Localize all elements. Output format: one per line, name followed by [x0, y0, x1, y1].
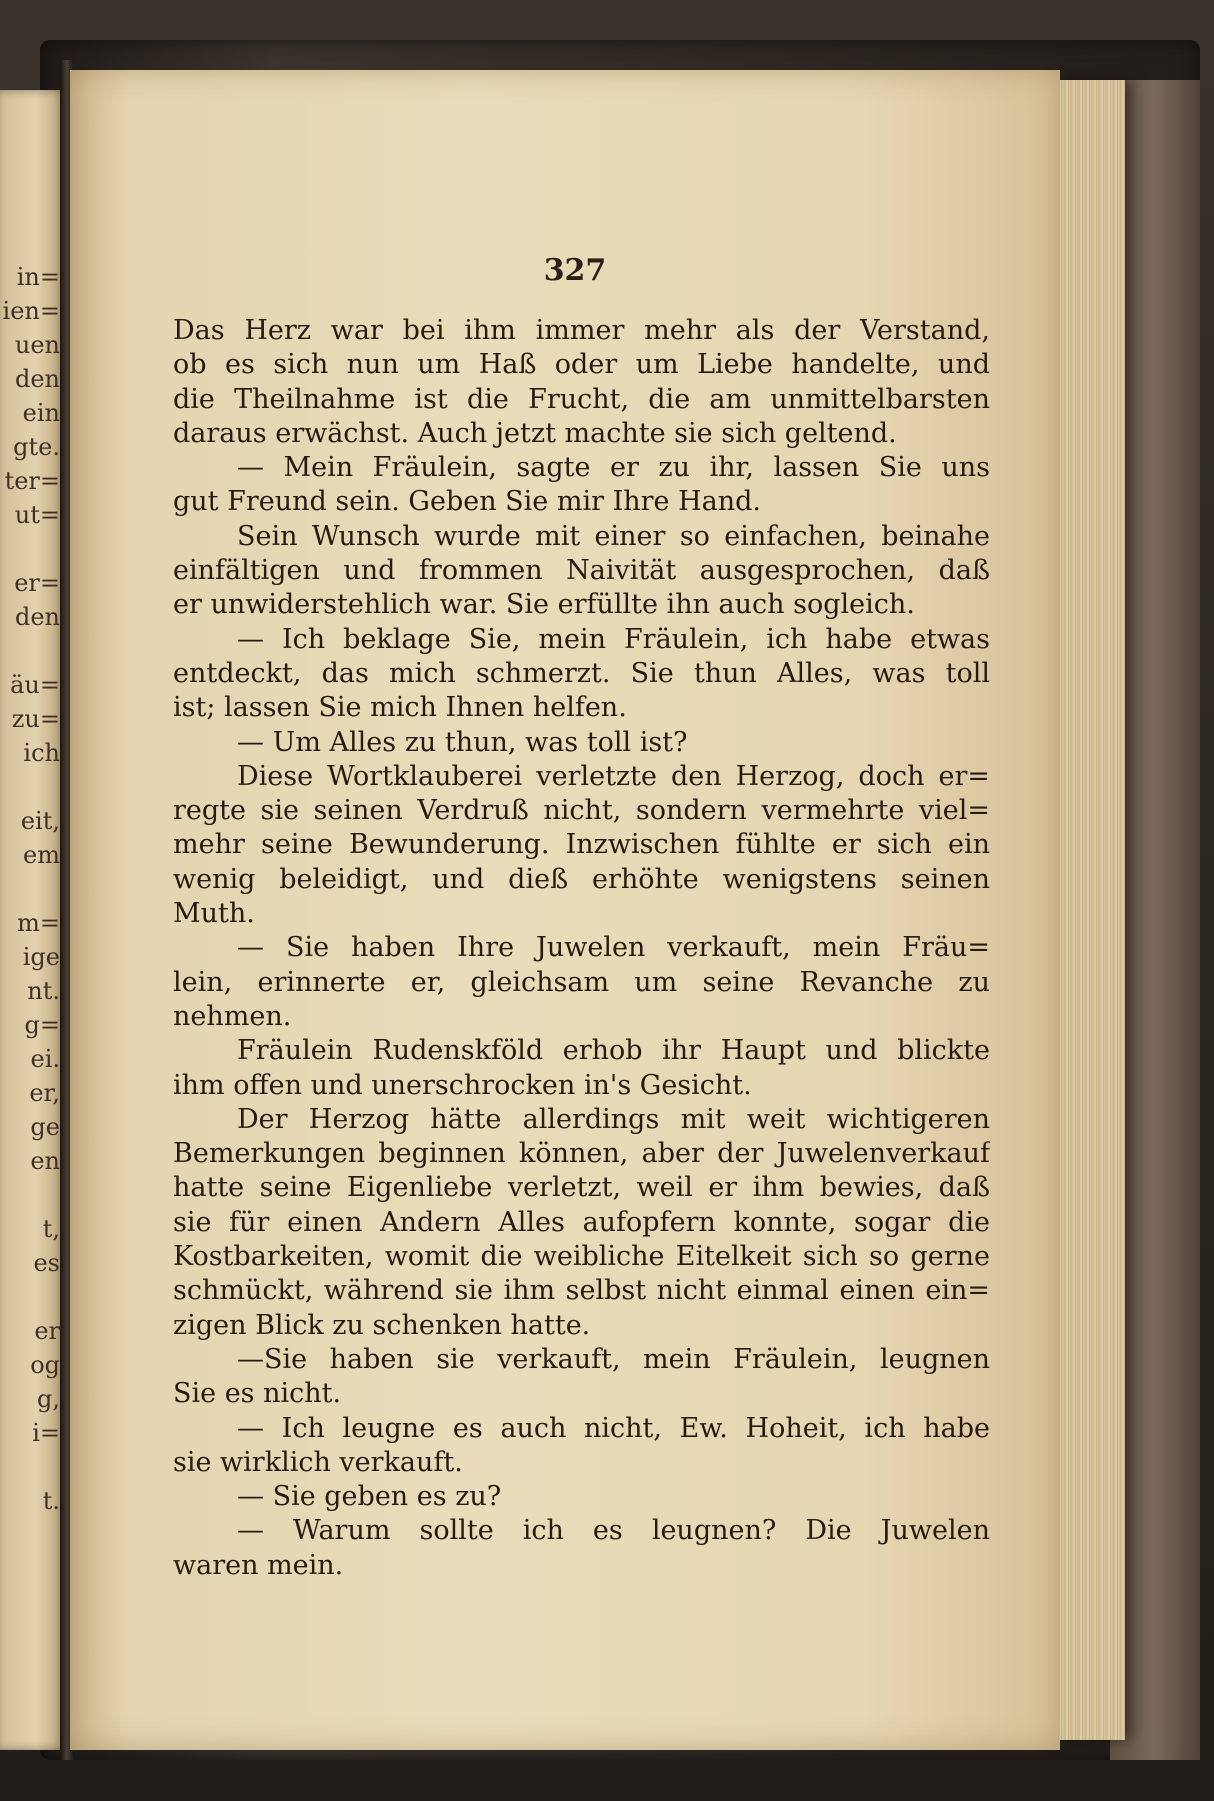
text-line: Fräulein Rudenskföld erhob ihr Haupt und blickte — [237, 1035, 990, 1067]
left-page-fragment: er= — [14, 569, 60, 597]
text-line: Diese Wortklauberei verletzte den Herzog, doch er= — [237, 760, 990, 792]
text-line: — Mein Fräulein, sagte er zu ihr, lassen Sie uns — [237, 452, 990, 484]
left-page-fragment: eit, — [20, 807, 60, 835]
left-page-fragment: uen — [14, 331, 60, 359]
text-line: — Ich beklage Sie, mein Fräulein, ich habe etwas — [237, 623, 990, 655]
text-line: —Sie haben sie verkauft, mein Fräulein, leugnen — [237, 1343, 990, 1375]
left-page-fragment: er — [34, 1317, 60, 1345]
text-line: nehmen. — [173, 1000, 292, 1032]
left-page-fragment: nt. — [27, 977, 60, 1005]
page-edges — [1055, 80, 1125, 1740]
text-line: lein, erinnerte er, gleichsam um seine Revanche zu — [173, 966, 990, 998]
text-line: Sein Wunsch wurde mit einer so einfachen, beinahe — [237, 520, 990, 552]
body-text — [173, 314, 990, 1583]
left-page-fragment: den — [14, 365, 60, 393]
left-page-fragment: ut= — [14, 501, 60, 529]
left-page-fragment: zu= — [11, 705, 60, 733]
text-line: wenig beleidigt, und dieß erhöhte wenigstens seinen — [173, 863, 990, 895]
left-page-fragment: ei. — [30, 1045, 60, 1073]
left-page-fragment — [0, 532, 60, 566]
text-line: er unwiderstehlich war. Sie erfüllte ihn auch sogleich. — [173, 589, 915, 621]
left-page-fragment: ter= — [4, 467, 60, 495]
text-line: Der Herzog hätte allerdings mit weit wichtigeren — [237, 1103, 990, 1135]
text-line: Muth. — [173, 898, 255, 930]
left-page-fragment: g= — [24, 1011, 60, 1039]
left-page-fragment: ein — [22, 399, 60, 427]
right-page — [70, 70, 1060, 1750]
left-page-fragment — [0, 1450, 60, 1484]
text-line: zigen Blick zu schenken hatte. — [173, 1309, 591, 1341]
text-line: sie für einen Andern Alles aufopfern konnte, sogar die — [173, 1206, 990, 1238]
left-page-fragment: ich — [23, 739, 60, 767]
text-line: ihm offen und unerschrocken in's Gesicht. — [173, 1069, 752, 1101]
left-page-fragment: en — [30, 1147, 60, 1175]
left-page-fragment: es — [33, 1249, 60, 1277]
text-line: ob es sich nun um Haß oder um Liebe handelte, und — [173, 349, 990, 381]
text-line: ist; lassen Sie mich Ihnen helfen. — [173, 692, 627, 724]
text-line: daraus erwächst. Auch jetzt machte sie sich geltend. — [173, 417, 897, 449]
left-page-fragment: in= — [16, 263, 60, 291]
left-page-fragment: t. — [42, 1487, 60, 1515]
left-page-fragment — [0, 872, 60, 906]
text-line: Sie es nicht. — [173, 1378, 342, 1410]
left-page-fragment: er, — [29, 1079, 60, 1107]
text-line: — Warum sollte ich es leugnen? Die Juwelen — [237, 1515, 990, 1547]
text-line: gut Freund sein. Geben Sie mir Ihre Hand. — [173, 486, 762, 518]
page-number: 327 — [543, 253, 607, 288]
text-line: sie wirklich verkauft. — [173, 1446, 463, 1478]
left-page-text-fragments — [0, 260, 60, 1518]
left-page-fragment: m= — [17, 909, 60, 937]
left-page-fragment: em — [23, 841, 60, 869]
left-page-fragment — [0, 1280, 60, 1314]
text-line: — Ich leugne es auch nicht, Ew. Hoheit, ich habe — [237, 1412, 990, 1444]
left-page-fragment: ge — [30, 1113, 60, 1141]
text-line: entdeckt, das mich schmerzt. Sie thun Alles, was toll — [173, 657, 990, 689]
text-line: — Sie haben Ihre Juwelen verkauft, mein Fräu= — [237, 932, 990, 964]
text-line: waren mein. — [173, 1549, 344, 1581]
text-line: regte sie seinen Verdruß nicht, sondern vermehrte viel= — [173, 795, 990, 827]
text-line: — Um Alles zu thun, was toll ist? — [237, 726, 688, 758]
left-page-fragment: den — [14, 603, 60, 631]
text-line: Das Herz war bei ihm immer mehr als der Verstand, — [173, 315, 990, 346]
text-line: einfältigen und frommen Naivität ausgesprochen, daß — [173, 555, 990, 587]
text-line: hatte seine Eigenliebe verletzt, weil er ihm bewies, daß — [173, 1172, 990, 1204]
text-line: schmückt, während sie ihm selbst nicht einmal einen ein= — [173, 1275, 990, 1307]
left-page-fragment — [0, 1178, 60, 1212]
left-page-fragment — [0, 770, 60, 804]
left-page-fragment: t, — [42, 1215, 60, 1243]
left-page-fragment: og — [30, 1351, 60, 1379]
text-line: Bemerkungen beginnen können, aber der Juwelenverkauf — [173, 1138, 990, 1170]
text-line: — Sie geben es zu? — [237, 1481, 502, 1513]
left-page-fragment: ien= — [2, 297, 60, 325]
text-line: mehr seine Bewunderung. Inzwischen fühlte er sich ein — [173, 829, 990, 861]
left-page-fragment — [0, 634, 60, 668]
left-page-fragment: i= — [32, 1419, 60, 1447]
left-page-fragment: gte. — [13, 433, 60, 461]
text-line: die Theilnahme ist die Frucht, die am unmittelbarsten — [173, 383, 990, 415]
left-page-fragment: ige — [22, 943, 60, 971]
left-page — [0, 90, 66, 1750]
left-page-fragment: äu= — [10, 671, 60, 699]
left-page-fragment: g, — [37, 1385, 60, 1413]
text-line: Kostbarkeiten, womit die weibliche Eitelkeit sich so gerne — [173, 1241, 990, 1273]
